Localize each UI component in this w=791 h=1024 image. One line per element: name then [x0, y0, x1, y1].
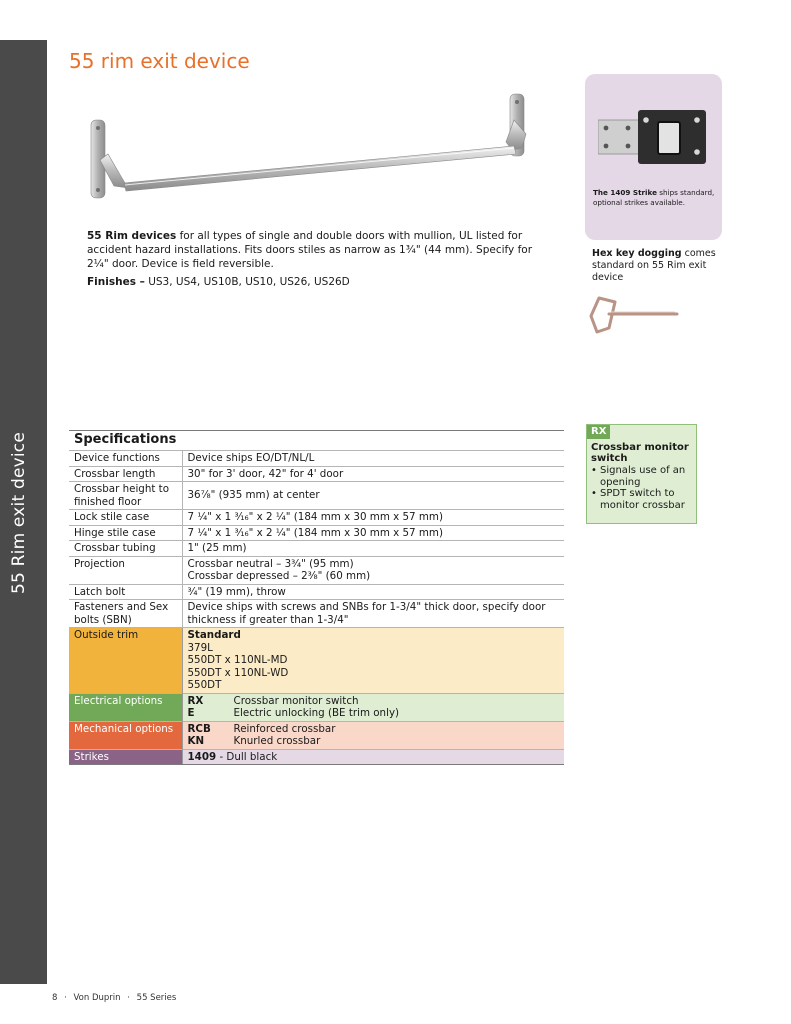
side-title: 55 Rim exit device	[9, 432, 29, 594]
spec-value	[182, 556, 564, 584]
specifications-table	[69, 430, 564, 765]
list-item: • SPDT switch to monitor crossbar	[591, 488, 695, 511]
spec-value: ³⁄₄" (19 mm), throw	[182, 584, 564, 600]
strike-caption	[593, 188, 718, 207]
footer-brand: Von Duprin	[73, 993, 121, 1003]
page-title: 55 rim exit device	[69, 49, 250, 73]
table-row	[69, 541, 564, 557]
list-item: • Signals use of an opening	[591, 465, 695, 488]
spec-value: 30" for 3' door, 42" for 4' door	[182, 466, 564, 482]
hex-key-note	[592, 248, 720, 284]
finishes-line	[87, 276, 350, 288]
strikes-row	[69, 749, 564, 765]
spec-label: Crossbar length	[69, 466, 182, 482]
spec-value-line: Crossbar neutral – 3³⁄₄" (95 mm)	[187, 557, 354, 570]
spec-label: Crossbar tubing	[69, 541, 182, 557]
table-row	[69, 525, 564, 541]
mechanical-options-values	[182, 721, 564, 749]
spec-label: Fasteners and Sex bolts (SBN)	[69, 600, 182, 628]
table-row	[69, 510, 564, 526]
table-row	[69, 584, 564, 600]
rx-tag: RX	[587, 425, 610, 439]
strike-plate-illustration	[598, 106, 710, 166]
option-desc: Electric unlocking (BE trim only)	[233, 707, 400, 719]
strike-code: 1409	[187, 750, 217, 763]
option-desc: Crossbar monitor switch	[233, 694, 359, 707]
intro-text: for all types of single and double doors with mullion, UL listed for accident hazard installations. Fits doors stiles as narrow as 1³⁄₄" (44 mm). Specify for 2¹⁄₄" door. Device is field reversible.	[87, 230, 533, 270]
spec-value: 7 ¹⁄₄" x 1 ³⁄₁₆" x 2 ¹⁄₄" (184 mm x 30 mm x 57 mm)	[182, 510, 564, 526]
outside-trim-item: 550DT x 110NL-MD	[187, 654, 288, 666]
option-desc: Knurled crossbar	[233, 735, 321, 747]
outside-trim-item: 550DT x 110NL-WD	[187, 666, 289, 679]
spec-label: Projection	[69, 556, 182, 584]
rx-callout	[586, 424, 697, 524]
footer-separator: ·	[127, 993, 130, 1003]
spec-label: Crossbar height to finished floor	[69, 482, 182, 510]
spec-value-line: Crossbar depressed – 2³⁄₈" (60 mm)	[187, 570, 371, 582]
spec-label: Device functions	[69, 451, 182, 467]
strike-caption-text: ships standard, optional strikes available.	[593, 188, 715, 207]
table-row	[69, 482, 564, 510]
strike-caption-bold: The 1409 Strike	[593, 188, 657, 197]
table-row	[69, 600, 564, 628]
strikes-label: Strikes	[69, 749, 182, 765]
hex-key-lead: Hex key dogging	[592, 248, 682, 259]
electrical-options-label: Electrical options	[69, 693, 182, 721]
outside-trim-item: 379L	[187, 641, 213, 654]
spec-label: Hinge stile case	[69, 525, 182, 541]
spec-label: Lock stile case	[69, 510, 182, 526]
finishes-label: Finishes –	[87, 276, 145, 288]
outside-trim-values	[182, 628, 564, 694]
outside-trim-row	[69, 628, 564, 694]
spec-value: 1" (25 mm)	[182, 541, 564, 557]
hex-key-text: comes standard on 55 Rim exit device	[592, 248, 716, 283]
table-row	[69, 451, 564, 467]
outside-trim-standard: Standard	[187, 629, 241, 641]
outside-trim-item: 550DT	[187, 679, 222, 691]
strike-callout	[585, 74, 722, 240]
footer-separator: ·	[64, 993, 67, 1003]
outside-trim-label: Outside trim	[69, 628, 182, 694]
finishes-values: US3, US4, US10B, US10, US26, US26D	[144, 276, 350, 288]
exit-device-illustration	[84, 90, 536, 202]
table-row	[69, 556, 564, 584]
table-row	[69, 466, 564, 482]
intro-paragraph	[87, 229, 557, 271]
intro-lead: 55 Rim devices	[87, 230, 177, 242]
spec-title: Specifications	[69, 431, 564, 451]
option-code: RCB	[187, 722, 211, 735]
rx-title: Crossbar monitor switch	[591, 442, 689, 464]
electrical-options-row	[69, 693, 564, 721]
mechanical-options-row	[69, 721, 564, 749]
electrical-options-values	[182, 693, 564, 721]
hex-key-illustration	[589, 292, 681, 336]
spec-value: Device ships EO/DT/NL/L	[182, 451, 564, 467]
mechanical-options-label: Mechanical options	[69, 721, 182, 749]
page-number: 8	[52, 993, 58, 1003]
page-footer	[52, 993, 180, 1003]
spec-label: Latch bolt	[69, 584, 182, 600]
spec-value: 7 ¹⁄₄" x 1 ³⁄₁₆" x 2 ¹⁄₄" (184 mm x 30 mm x 57 mm)	[182, 525, 564, 541]
footer-series: 55 Series	[136, 993, 177, 1003]
option-code: KN	[187, 735, 205, 747]
option-desc: Reinforced crossbar	[233, 722, 336, 735]
strike-desc: - Dull black	[216, 750, 278, 763]
spec-value: 36⁷⁄₈" (935 mm) at center	[182, 482, 564, 510]
rx-bullet-list	[591, 465, 695, 511]
spec-value: Device ships with screws and SNBs for 1-3/4" thick door, specify door thickness if greater than 1-3/4"	[182, 600, 564, 628]
option-code: E	[187, 707, 195, 719]
strikes-value	[182, 749, 564, 765]
option-code: RX	[187, 694, 204, 707]
